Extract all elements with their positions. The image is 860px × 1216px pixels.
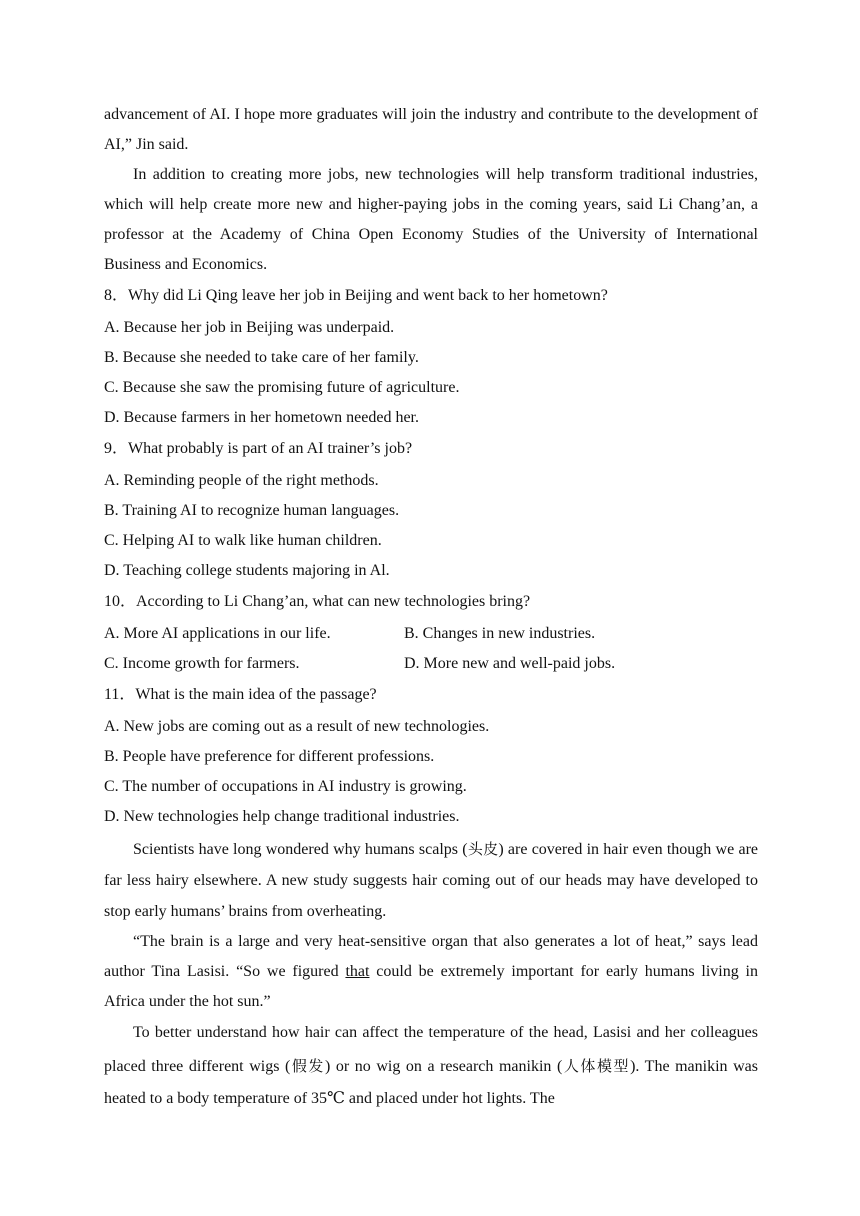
option-row (104, 619, 758, 649)
text-run: To better understand how hair can affect the temperature of the head, Lasisi and her colleagues placed three different wigs ( (104, 1024, 758, 1075)
text-run: ) are covered in hair even though we are far less hairy elsewhere. A new study suggests hair coming out of our heads may have developed to stop early humans’ brains from overheating. (104, 841, 758, 920)
option-a: A. Reminding people of the right methods. (104, 472, 379, 489)
chinese-gloss: 头皮 (467, 840, 499, 858)
text-run: ). The manikin was heated to a body temperature of 35℃ and placed under hot lights. The (104, 1057, 758, 1107)
option-c: C. The number of occupations in AI industry is growing. (104, 778, 467, 795)
question-stem: 8．Why did Li Qing leave her job in Beijing and went back to her hometown? (104, 287, 608, 304)
option-d: D. New technologies help change traditional industries. (104, 808, 460, 825)
question-11 (104, 680, 758, 832)
question-10 (104, 587, 758, 679)
question-stem: 11．What is the main idea of the passage? (104, 686, 377, 703)
passage-a-paragraph-li: In addition to creating more jobs, new technologies will help transform traditional industries, which will help create more new and higher-paying jobs in the coming years, said Li Chang’an, a professor at the Academy of China Open Economy Studies of the University of International Business and Economics. (104, 166, 758, 273)
document-page (104, 100, 758, 1116)
question-stem: 10．According to Li Chang’an, what can new technologies bring? (104, 593, 531, 610)
question-8 (104, 281, 758, 433)
option-d: D. Teaching college students majoring in Al. (104, 562, 390, 579)
option-b: B. Training AI to recognize human languages. (104, 502, 400, 519)
option-a: A. More AI applications in our life. (104, 625, 331, 642)
chinese-gloss: 人体模型 (562, 1056, 631, 1075)
option-c: C. Helping AI to walk like human children. (104, 532, 382, 549)
passage-b-paragraph-2 (104, 927, 758, 1017)
option-c: C. Income growth for farmers. (104, 655, 300, 672)
underlined-word: that (345, 963, 370, 980)
passage-b-paragraph-1 (104, 834, 758, 927)
question-stem: 9．What probably is part of an AI trainer’s job? (104, 440, 413, 457)
option-b: B. Because she needed to take care of her family. (104, 349, 419, 366)
passage-a-paragraph-end: advancement of AI. I hope more graduates will join the industry and contribute to the development of AI,” Jin said. (104, 106, 758, 153)
chinese-gloss: 假发 (290, 1056, 325, 1075)
option-d: D. Because farmers in her hometown needed her. (104, 409, 419, 426)
text-run: ) or no wig on a research manikin ( (325, 1057, 563, 1075)
option-b: B. Changes in new industries. (404, 625, 596, 642)
option-b: B. People have preference for different professions. (104, 748, 435, 765)
option-c: C. Because she saw the promising future of agriculture. (104, 379, 460, 396)
option-d: D. More new and well-paid jobs. (404, 655, 616, 672)
text-run: “The brain is a large and very heat-sensitive organ that also generates a lot of heat,” says lead author Tina Lasisi. “So we figured (104, 933, 758, 980)
option-row (104, 649, 758, 679)
option-a: A. Because her job in Beijing was underpaid. (104, 319, 395, 336)
text-run: could be extremely important for early humans living in Africa under the hot sun.” (104, 963, 759, 1010)
option-a: A. New jobs are coming out as a result of new technologies. (104, 718, 490, 735)
question-9 (104, 434, 758, 586)
passage-b-paragraph-3 (104, 1017, 758, 1116)
text-run: Scientists have long wondered why humans scalps ( (133, 841, 468, 858)
